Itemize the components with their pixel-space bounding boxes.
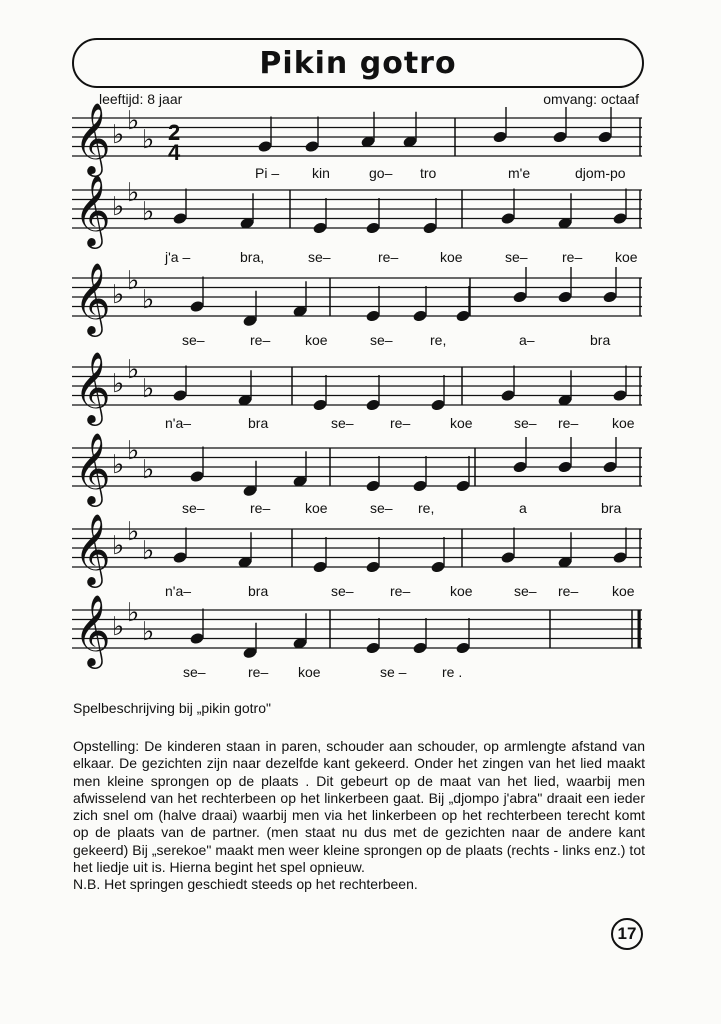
flat-sign: ♭: [142, 124, 155, 155]
lyric-syllable: se–: [370, 332, 393, 348]
lyric-syllable: go–: [369, 165, 393, 181]
treble-clef: 𝄞: [74, 592, 111, 666]
treble-clef: 𝄞: [74, 511, 111, 585]
flat-sign: ♭: [127, 265, 140, 296]
flat-sign: ♭: [127, 516, 140, 547]
flat-sign: ♭: [127, 105, 140, 136]
lyric-syllable: n'a–: [165, 415, 192, 431]
lyric-syllable: koe: [450, 583, 473, 599]
lyric-syllable: koe: [305, 332, 328, 348]
lyric-syllable: se–: [514, 583, 537, 599]
lyric-syllable: kin: [312, 165, 330, 181]
lyric-syllable: bra: [590, 332, 611, 348]
lyric-syllable: re–: [558, 415, 579, 431]
lyric-syllable: se–: [183, 664, 206, 680]
treble-clef: 𝄞: [74, 260, 111, 334]
treble-clef: 𝄞: [74, 430, 111, 504]
lyric-syllable: koe: [298, 664, 321, 680]
time-signature-bottom: 4: [168, 140, 181, 165]
flat-sign: ♭: [112, 280, 125, 310]
description-note: N.B. Het springen geschiedt steeds op het rechterbeen.: [73, 876, 418, 893]
lyric-syllable: Pi –: [255, 165, 280, 181]
lyric-syllable: a: [519, 500, 527, 516]
lyric-syllable: koe: [440, 249, 463, 265]
treble-clef: 𝄞: [74, 100, 111, 174]
song-title: Pikin gotro: [259, 46, 457, 81]
lyric-syllable: koe: [450, 415, 473, 431]
lyric-syllable: re–: [558, 583, 579, 599]
lyric-syllable: a–: [519, 332, 535, 348]
flat-sign: ♭: [142, 616, 155, 647]
treble-clef: 𝄞: [74, 349, 111, 423]
lyric-syllable: se–: [182, 332, 205, 348]
time-signature-top: 2: [168, 120, 181, 145]
description-paragraph: Opstelling: De kinderen staan in paren, schouder aan schouder, op armlengte afstand van elkaar. De gezichten zijn naar dezelfde kant gekeerd. Onder het zingen van het lied maakt men kleine sprongen op de plaats . Dit gebeurt op de maat van het lied, waarbij men afwisselend van het rechterbeen op het linkerbeen gaat. Bij „djompo j'abra" draait een ieder zich snel om (halve draai) waarbij men via het linkerbeen op het rechterbeen terecht komt op de plaats van de partner. (men staat nu dus met de gezichten naar de andere kant gekeerd) Bij „serekoe" maakt men weer kleine sprongen op de plaats (rechts - links enz.) tot het liedje uit is. Hierna begint het spel opnieuw.: [73, 738, 645, 876]
lyric-syllable: re–: [390, 583, 411, 599]
lyric-syllable: koe: [305, 500, 328, 516]
lyric-syllable: n'a–: [165, 583, 192, 599]
lyric-syllable: koe: [612, 415, 635, 431]
lyric-syllable: re .: [442, 664, 463, 680]
flat-sign: ♭: [142, 535, 155, 566]
lyric-syllable: re–: [378, 249, 399, 265]
flat-sign: ♭: [127, 177, 140, 208]
lyric-syllable: se–: [308, 249, 331, 265]
lyric-syllable: re–: [250, 332, 271, 348]
lyric-syllable: se–: [182, 500, 205, 516]
flat-sign: ♭: [127, 354, 140, 385]
lyric-syllable: djom-po: [575, 165, 626, 181]
lyric-syllable: se –: [380, 664, 407, 680]
treble-clef: 𝄞: [74, 172, 111, 246]
lyric-syllable: re,: [430, 332, 447, 348]
lyric-syllable: re–: [248, 664, 269, 680]
flat-sign: ♭: [112, 369, 125, 399]
lyric-syllable: re–: [390, 415, 411, 431]
lyric-syllable: se–: [514, 415, 537, 431]
lyric-syllable: se–: [370, 500, 393, 516]
lyric-syllable: se–: [331, 415, 354, 431]
flat-sign: ♭: [112, 450, 125, 480]
lyric-syllable: bra: [248, 583, 269, 599]
lyric-syllable: j'a –: [165, 249, 191, 265]
description-title: Spelbeschrijving bij „pikin gotro": [73, 700, 271, 716]
flat-sign: ♭: [142, 196, 155, 227]
flat-sign: ♭: [112, 612, 125, 642]
flat-sign: ♭: [112, 192, 125, 222]
flat-sign: ♭: [127, 435, 140, 466]
flat-sign: ♭: [142, 373, 155, 404]
page-number: 17: [611, 918, 643, 950]
lyric-syllable: bra: [601, 500, 622, 516]
lyric-syllable: m'e: [508, 165, 531, 181]
flat-sign: ♭: [112, 531, 125, 561]
lyric-syllable: bra,: [240, 249, 265, 265]
age-label: leeftijd: 8 jaar: [99, 91, 183, 107]
lyric-syllable: koe: [615, 249, 638, 265]
flat-sign: ♭: [127, 597, 140, 628]
lyric-syllable: bra: [248, 415, 269, 431]
flat-sign: ♭: [112, 120, 125, 150]
range-label: omvang: octaaf: [543, 91, 639, 107]
lyric-syllable: re,: [418, 500, 435, 516]
description: [73, 738, 645, 894]
flat-sign: ♭: [142, 284, 155, 315]
lyric-syllable: se–: [505, 249, 528, 265]
lyric-syllable: re–: [562, 249, 583, 265]
lyric-syllable: se–: [331, 583, 354, 599]
lyric-syllable: re–: [250, 500, 271, 516]
lyric-syllable: koe: [612, 583, 635, 599]
lyric-syllable: tro: [420, 165, 437, 181]
flat-sign: ♭: [142, 454, 155, 485]
